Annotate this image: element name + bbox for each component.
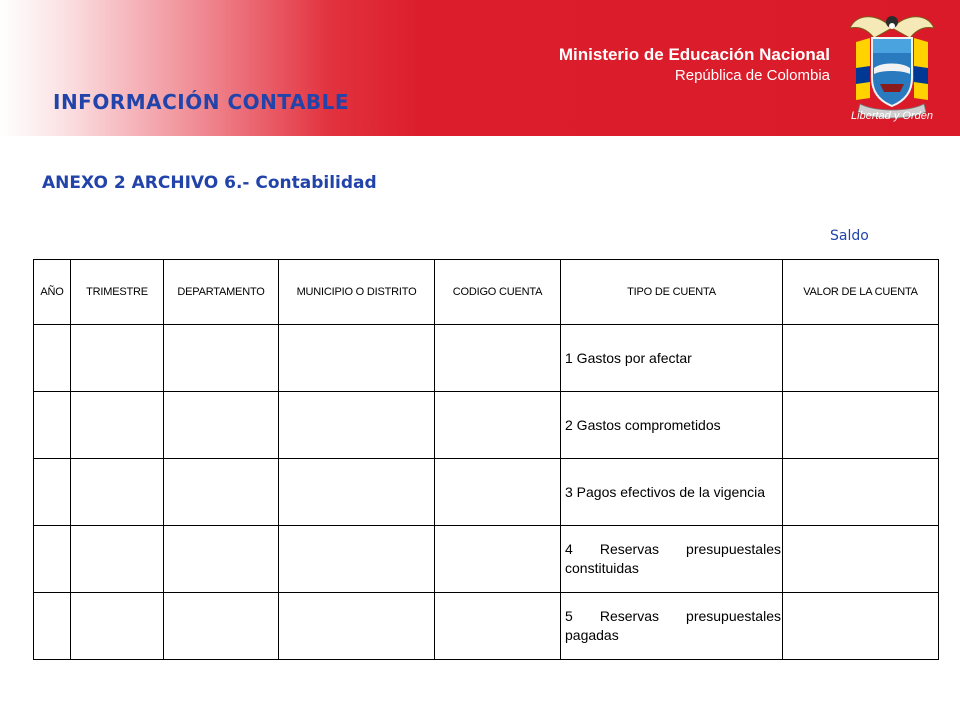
cell-valor [783,593,939,660]
cell-municipio [279,392,435,459]
cell-codigo [435,526,561,593]
cell-codigo [435,392,561,459]
cell-ano [34,526,71,593]
accounting-table [33,259,939,660]
table-header-row [34,260,939,325]
tipo-label: 4 Reservas presupuestales constituidas [565,541,781,576]
cell-ano [34,593,71,660]
cell-departamento [164,325,279,392]
col-header-ano: AÑO [34,260,71,325]
tipo-label: 2 Gastos comprometidos [565,416,721,433]
cell-trimestre [71,325,164,392]
table-row [34,593,939,660]
tipo-label: 1 Gastos por afectar [565,349,692,366]
cell-departamento [164,392,279,459]
motto-label: Libertad y Orden [851,110,933,122]
page-title: INFORMACIÓN CONTABLE [53,90,350,114]
ministry-block [559,44,830,86]
cell-ano [34,459,71,526]
section-subtitle: ANEXO 2 ARCHIVO 6.- Contabilidad [42,173,377,193]
cell-tipo-cuenta [561,325,783,392]
col-header-municipio: MUNICIPIO O DISTRITO [279,260,435,325]
cell-trimestre [71,593,164,660]
table-row [34,325,939,392]
cell-tipo-cuenta [561,392,783,459]
republic-name: República de Colombia [674,67,830,84]
tipo-label: 3 Pagos efectivos de la vigencia [565,483,766,500]
table-row [34,459,939,526]
cell-valor [783,526,939,593]
ministry-name: Ministerio de Educación Nacional [558,45,830,64]
cell-valor [783,392,939,459]
col-header-trimestre: TRIMESTRE [71,260,164,325]
cell-tipo-cuenta [561,593,783,660]
saldo-label: Saldo [830,228,869,244]
cell-codigo [435,459,561,526]
cell-municipio [279,459,435,526]
cell-departamento [164,593,279,660]
table-row [34,526,939,593]
col-header-codigo-cuenta: CODIGO CUENTA [435,260,561,325]
col-header-valor-cuenta: VALOR DE LA CUENTA [783,260,939,325]
cell-ano [34,325,71,392]
cell-codigo [435,325,561,392]
cell-departamento [164,526,279,593]
cell-municipio [279,526,435,593]
cell-tipo-cuenta [561,459,783,526]
cell-ano [34,392,71,459]
cell-trimestre [71,526,164,593]
tipo-label: 5 Reservas presupuestales pagadas [565,608,781,643]
cell-trimestre [71,392,164,459]
cell-municipio [279,593,435,660]
cell-valor [783,325,939,392]
cell-codigo [435,593,561,660]
cell-departamento [164,459,279,526]
col-header-tipo-cuenta: TIPO DE CUENTA [561,260,783,325]
cell-valor [783,459,939,526]
col-header-departamento: DEPARTAMENTO [164,260,279,325]
cell-municipio [279,325,435,392]
cell-trimestre [71,459,164,526]
table-row [34,392,939,459]
cell-tipo-cuenta [561,526,783,593]
